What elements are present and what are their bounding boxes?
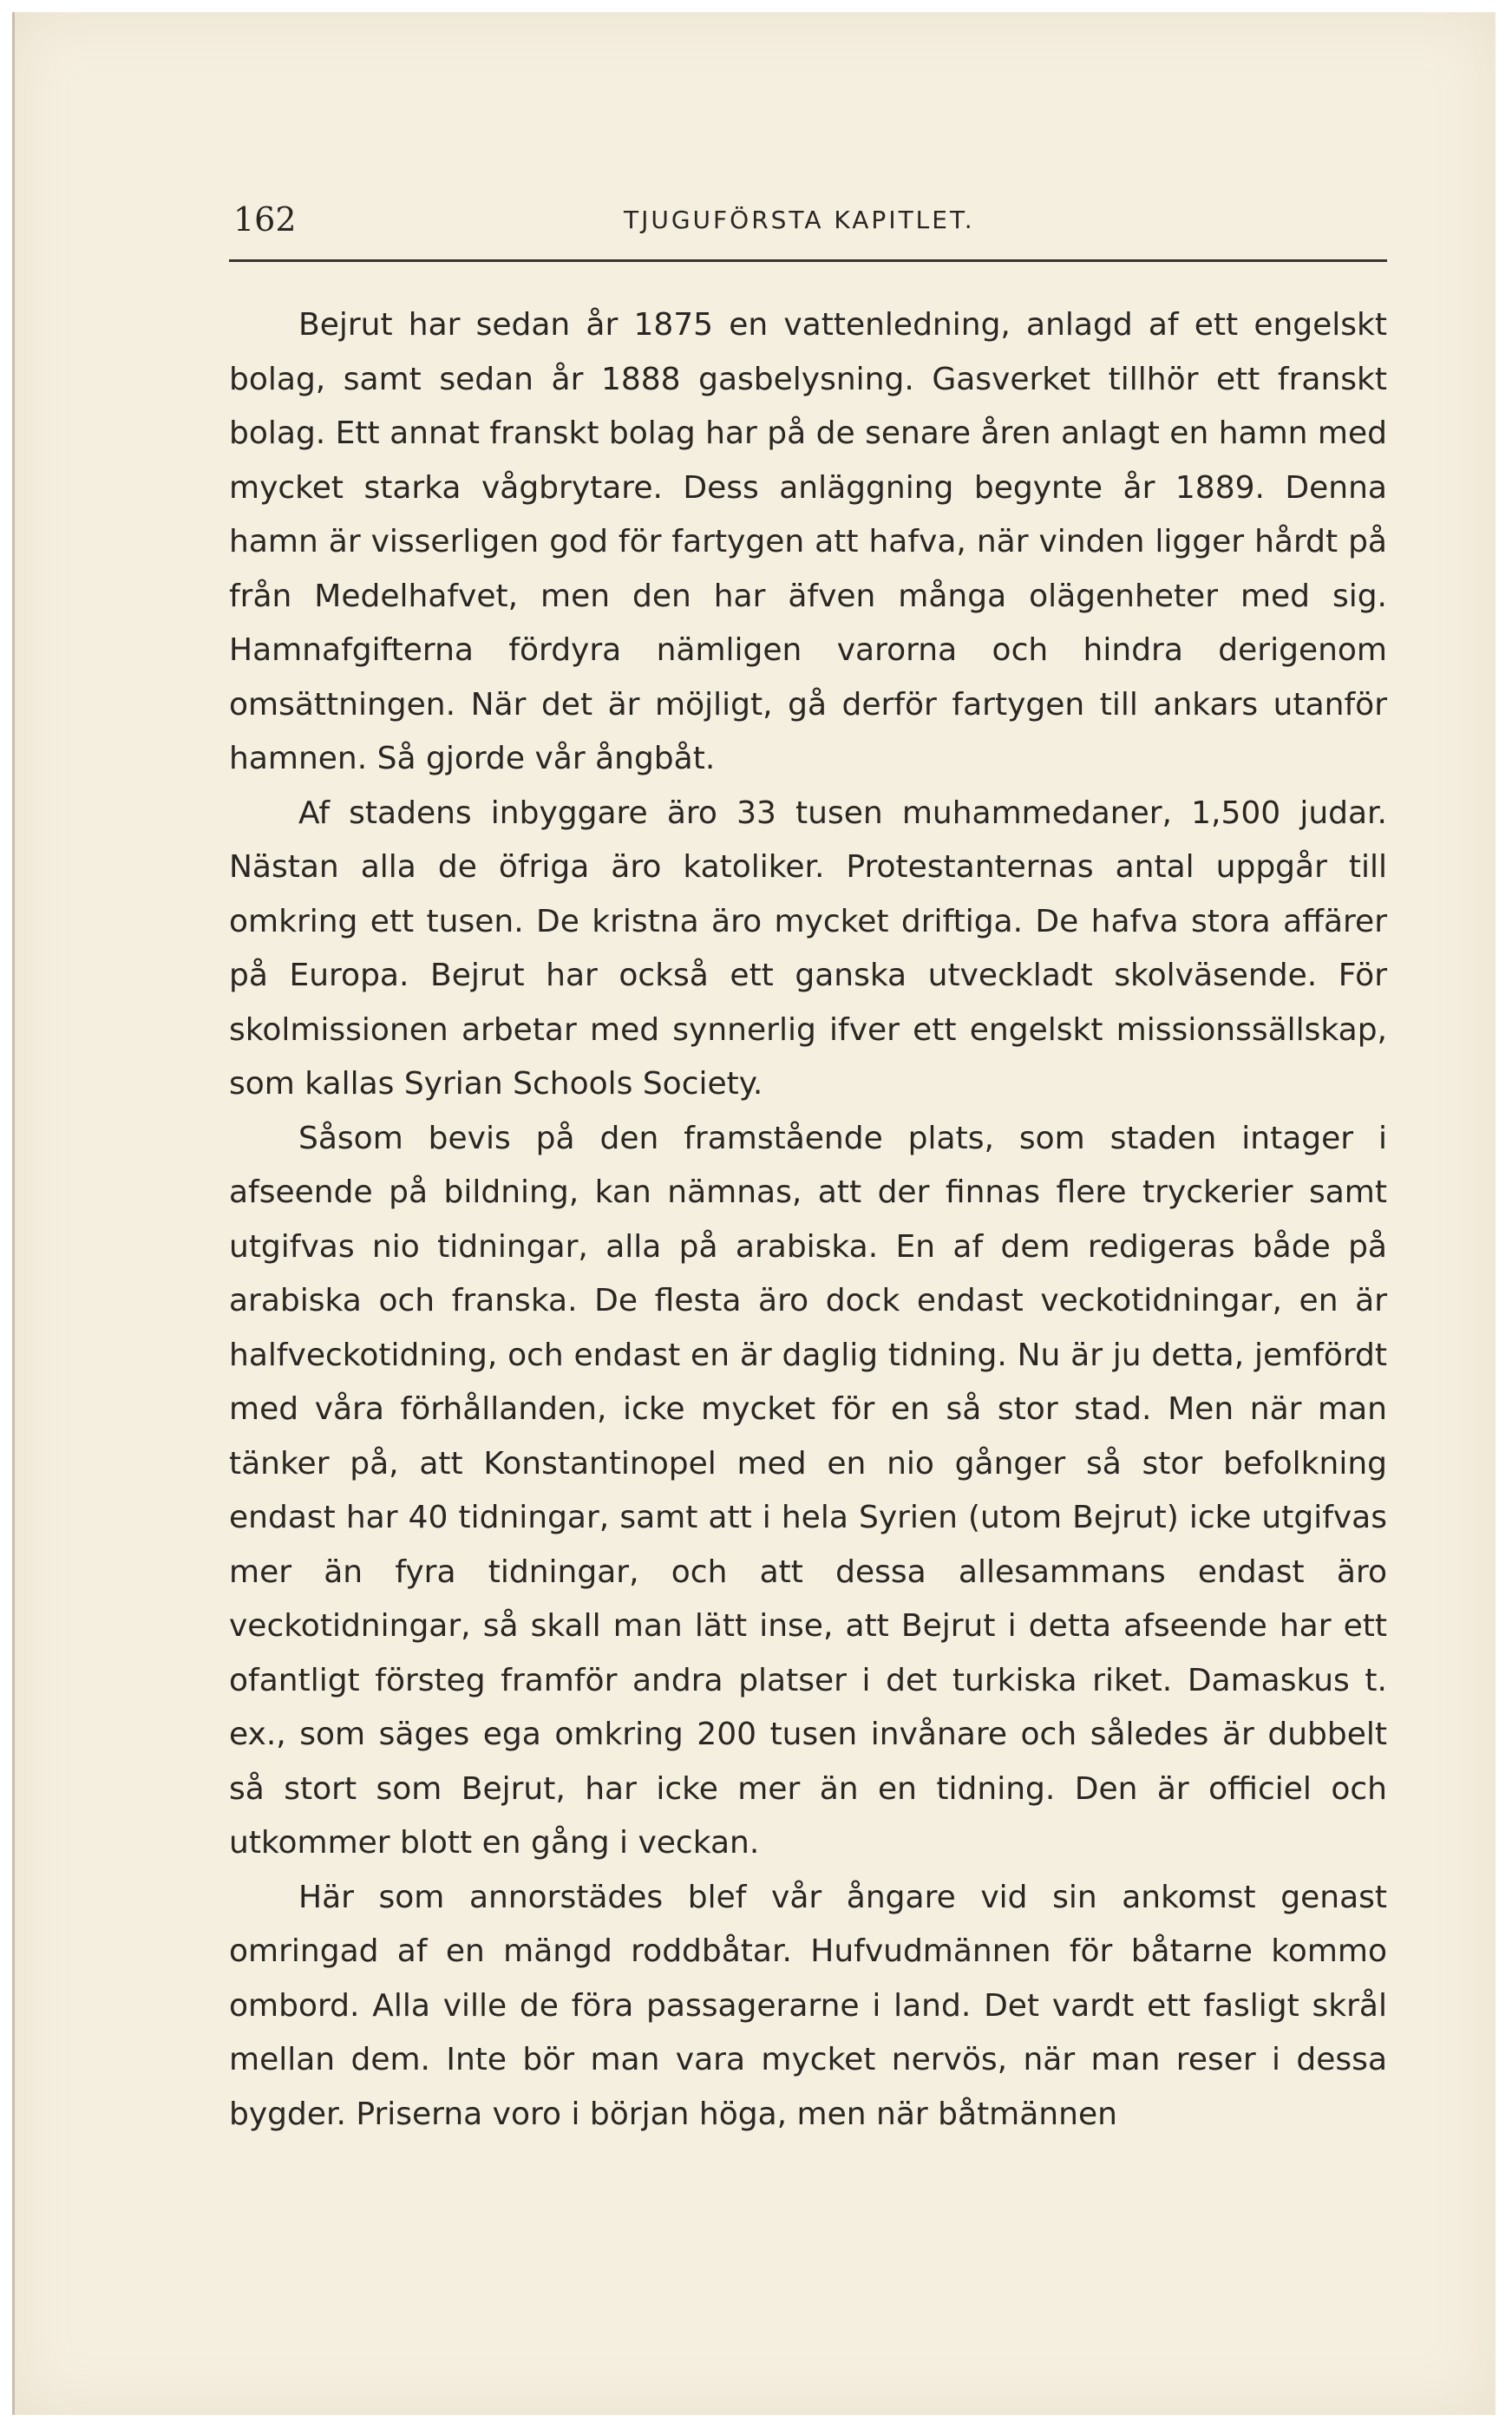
page-number: 162 <box>233 200 297 239</box>
header-rule <box>229 259 1387 262</box>
body-text <box>229 298 1387 2142</box>
running-head: TJUGUFÖRSTA KAPITLET. <box>624 206 975 234</box>
paragraph-4: Här som annorstädes blef vår ångare vid sin ankomst genast omringad af en mängd roddbåtar. Hufvudmännen för båtarne kommo ombord. Alla ville de föra passagerarne i land. Det vardt ett fasligt skrål mellan dem. Inte bör man vara mycket nervös, när man reser i dessa bygder. Priserna voro i början höga, men när båtmännen <box>229 1879 1387 2132</box>
page-edge <box>12 12 15 2415</box>
book-page <box>12 12 1496 2415</box>
paragraph-2: Af stadens inbyggare äro 33 tusen muhammedaner, 1,500 judar. Nästan alla de öfriga äro katoliker. Protestanternas antal uppgår till omkring ett tusen. De kristna äro mycket driftiga. De hafva stora affärer på Europa. Bejrut har också ett ganska utveckladt skolväsende. För skolmissionen arbetar med synnerlig ifver ett engelskt missionssällskap, som kallas Syrian Schools Society. <box>229 795 1387 1102</box>
paragraph-3: Såsom bevis på den framstående plats, som staden intager i afseende på bildning, kan nämnas, att der finnas flere tryckerier samt utgifvas nio tidningar, alla på arabiska. En af dem redigeras både på arabiska och franska. De flesta äro dock endast veckotidningar, en är halfveckotidning, och endast en är daglig tidning. Nu är ju detta, jemfördt med våra förhållanden, icke mycket för en så stor stad. Men när man tänker på, att Konstantinopel med en nio gånger så stor befolkning endast har 40 tidningar, samt att i hela Syrien (utom Bejrut) icke utgifvas mer än fyra tidningar, och att dessa allesammans endast äro veckotidningar, så skall man lätt inse, att Bejrut i detta afseende har ett ofantligt försteg framför andra platser i det turkiska riket. Damaskus t. ex., som säges ega omkring 200 tusen invånare och således är dubbelt så stort som Bejrut, har icke mer än en tidning. Den är officiel och utkommer blott en gång i veckan. <box>229 1120 1387 1861</box>
page-header <box>233 200 1387 252</box>
paragraph-1: Bejrut har sedan år 1875 en vattenledning, anlagd af ett engelskt bolag, samt sedan år 1888 gasbelysning. Gasverket tillhör ett franskt bolag. Ett annat franskt bolag har på de senare åren anlagt en hamn med mycket starka vågbrytare. Dess anläggning begynte år 1889. Denna hamn är visserligen god för fartygen att hafva, när vinden ligger hårdt på från Medelhafvet, men den har äfven många olägenheter med sig. Hamnafgifterna fördyra nämligen varorna och hindra derigenom omsättningen. När det är möjligt, gå derför fartygen till ankars utanför hamnen. Så gjorde vår ångbåt. <box>229 307 1387 776</box>
